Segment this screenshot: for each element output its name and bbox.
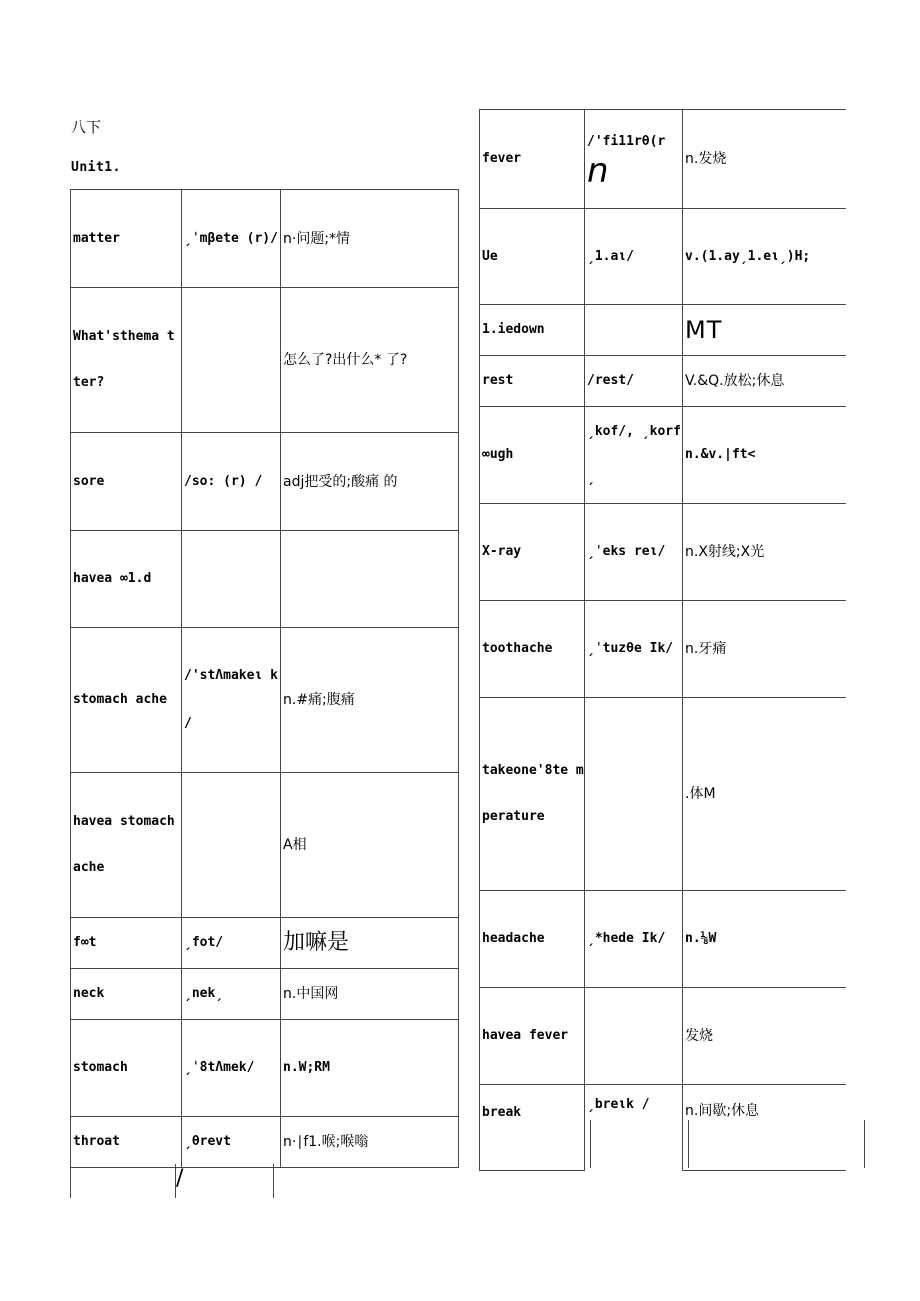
meaning-cell: n.#痛;腹痛: [281, 628, 459, 773]
table-row: [71, 918, 459, 969]
phonetic-cell: ˏˈmβete (r)/: [182, 190, 281, 288]
table-row: [480, 504, 846, 601]
word-cell: break: [480, 1085, 585, 1171]
phonetic-cell: [182, 531, 281, 628]
meaning-cell: [281, 531, 459, 628]
meaning-cell: adj把受的;酸痛 的: [281, 433, 459, 531]
phonetic-cell: ˏ1.aι/: [585, 209, 683, 305]
table-row: [480, 891, 846, 988]
table-row: [480, 1085, 846, 1171]
phonetic-cell: ˏˈeks reι/: [585, 504, 683, 601]
meaning-cell: A相: [281, 773, 459, 918]
table-row: [71, 433, 459, 531]
table-row: [71, 190, 459, 288]
table-row: [480, 209, 846, 305]
word-cell: ∞ugh: [480, 407, 585, 504]
phonetic-cell: ˏ*hede Ik/: [585, 891, 683, 988]
table-row: [480, 356, 846, 407]
word-cell: throat: [71, 1117, 182, 1168]
table-row: [480, 698, 846, 891]
phonetic-cell: [585, 110, 683, 209]
word-cell: havea ∞1.d: [71, 531, 182, 628]
phonetic-text: /'fi11rθ(r: [587, 134, 666, 149]
word-cell: What'sthema tter?: [71, 288, 182, 433]
phonetic-cell: /so: (r) /: [182, 433, 281, 531]
word-cell: rest: [480, 356, 585, 407]
table-border-fragment: [688, 1120, 689, 1168]
meaning-cell: .体M: [683, 698, 846, 891]
meaning-cell: n·问题;*情: [281, 190, 459, 288]
word-cell: f∞t: [71, 918, 182, 969]
phonetic-cell: ˏˈtuzθe Ik/: [585, 601, 683, 698]
table-row: [480, 407, 846, 504]
meaning-cell: v.(1.ayˏ1.eιˏ)H;: [683, 209, 846, 305]
phonetic-cell: [585, 988, 683, 1085]
meaning-cell: n.间歇;休息: [683, 1085, 846, 1171]
phonetic-cell: /rest/: [585, 356, 683, 407]
word-cell: havea stomach ache: [71, 773, 182, 918]
meaning-cell: n.牙痛: [683, 601, 846, 698]
slash-fragment: /: [176, 1166, 184, 1191]
word-cell: matter: [71, 190, 182, 288]
word-cell: fever: [480, 110, 585, 209]
phonetic-cell: [182, 773, 281, 918]
phonetic-cell: ˏˈ8tΛmek/: [182, 1020, 281, 1117]
meaning-cell: n.⅛W: [683, 891, 846, 988]
meaning-cell: n·∣f1.喉;喉嗡: [281, 1117, 459, 1168]
phonetic-cell: [182, 288, 281, 433]
vocab-table-left: [70, 189, 459, 1168]
meaning-cell: MT: [683, 305, 846, 356]
meaning-cell: 怎么了?出什么* 了?: [281, 288, 459, 433]
phonetic-cell: ˏnekˏ: [182, 969, 281, 1020]
word-cell: toothache: [480, 601, 585, 698]
phonetic-big-glyph: n: [587, 151, 609, 191]
word-cell: headache: [480, 891, 585, 988]
table-row: [71, 1020, 459, 1117]
word-cell: Ue: [480, 209, 585, 305]
table-row: [71, 1117, 459, 1168]
phonetic-cell: ˏbreιk /: [585, 1085, 683, 1171]
word-cell: sore: [71, 433, 182, 531]
phonetic-cell: /'stΛmakeι k /: [182, 628, 281, 773]
vocab-table-right: [479, 109, 846, 1171]
meaning-cell: n.发烧: [683, 110, 846, 209]
table-row: [71, 969, 459, 1020]
phonetic-cell: [585, 305, 683, 356]
table-border-fragment: [864, 1120, 865, 1168]
table-row: [71, 628, 459, 773]
table-row: [71, 288, 459, 433]
word-cell: stomach: [71, 1020, 182, 1117]
table-border-fragment: [590, 1120, 591, 1168]
phonetic-cell: ˏkof/, ˏkorfˏ: [585, 407, 683, 504]
meaning-cell: n.&v.∣ft<: [683, 407, 846, 504]
unit-title: Unit1.: [71, 160, 121, 175]
table-row: [71, 531, 459, 628]
meaning-cell: n.X射线;X光: [683, 504, 846, 601]
phonetic-cell: ˏθrevt: [182, 1117, 281, 1168]
word-cell: 1.iedown: [480, 305, 585, 356]
table-row: [480, 601, 846, 698]
table-row: [71, 773, 459, 918]
table-row: [480, 988, 846, 1085]
table-border-fragment: [273, 1164, 274, 1198]
word-cell: havea fever: [480, 988, 585, 1085]
meaning-cell: n.W;RM: [281, 1020, 459, 1117]
table-border-fragment: [70, 1164, 71, 1198]
phonetic-cell: [585, 698, 683, 891]
meaning-cell: 加嘛是: [281, 918, 459, 969]
word-cell: stomach ache: [71, 628, 182, 773]
word-cell: X-ray: [480, 504, 585, 601]
phonetic-cell: ˏfot/: [182, 918, 281, 969]
meaning-cell: V.&Q.放松;休息: [683, 356, 846, 407]
meaning-cell: n.中国网: [281, 969, 459, 1020]
word-cell: takeone'8te mperature: [480, 698, 585, 891]
word-cell: neck: [71, 969, 182, 1020]
table-row: [480, 305, 846, 356]
page-title: 八下: [71, 118, 102, 136]
table-row: [480, 110, 846, 209]
meaning-cell: 发烧: [683, 988, 846, 1085]
